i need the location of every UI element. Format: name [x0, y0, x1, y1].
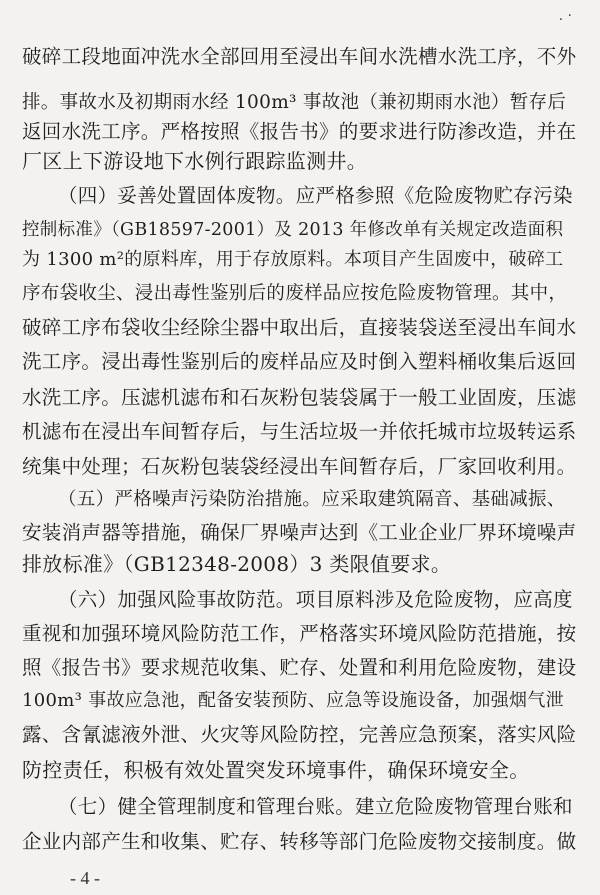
text-line: 重视和加强环境风险防范工作，严格落实环境风险防范措施，按	[22, 622, 577, 645]
text-line: （七）健全管理制度和管理台账。建立危险废物管理台账和	[58, 795, 573, 818]
text-line: 100m³ 事故应急池，配备安装预防、应急等设施设备，加强烟气泄	[22, 690, 564, 711]
text-line: 破碎工段地面冲洗水全部回用至浸出车间水洗槽水洗工序，不外	[22, 45, 577, 68]
text-line: 水洗工序。压滤机滤布和石灰粉包装袋属于一般工业固废，压滤	[22, 386, 577, 409]
text-line: 安装消声器等措施，确保厂界噪声达到《工业企业厂界环境噪声	[22, 521, 577, 544]
text-line: 排。事故水及初期雨水经 100m³ 事故池（兼初期雨水池）暂存后	[22, 92, 567, 113]
text-line: 序布袋收尘、浸出毒性鉴别后的废样品应按危险废物管理。其中，	[22, 283, 568, 304]
text-line: （五）严格噪声污染防治措施。应采取建筑隔音、基础减振、	[58, 489, 566, 510]
text-line: 防控责任，积极有效处置突发环境事件，确保环境安全。	[22, 758, 530, 782]
text-line: 照《报告书》要求规范收集、贮存、处置和利用危险废物，建设	[22, 656, 577, 679]
text-line: （四）妥善处置固体废物。应严格参照《危险废物贮存污染	[58, 184, 573, 207]
text-line: 厂区上下游设地下水例行跟踪监测井。	[22, 149, 368, 173]
text-line: 机滤布在浸出车间暂存后，与生活垃圾一并依托城市垃圾转运系	[22, 420, 577, 443]
page-number: - 4 -	[70, 868, 100, 888]
corner-mark: . ·	[558, 8, 572, 24]
text-line: 露、含氰滤液外泄、火灾等风险防控，完善应急预案，落实风险	[22, 723, 577, 746]
text-line: 企业内部产生和收集、贮存、转移等部门危险废物交接制度。做	[22, 830, 577, 853]
text-line: 排放标准》（GB12348-2008）3 类限值要求。	[22, 552, 452, 576]
text-line: （六）加强风险事故防范。项目原料涉及危险废物，应高度	[58, 588, 573, 611]
text-line: 控制标准》（GB18597-2001）及 2013 年修改单有关规定改造面积	[22, 220, 564, 240]
text-line: 返回水洗工序。严格按照《报告书》的要求进行防渗改造，并在	[22, 120, 577, 143]
text-line: 统集中处理；石灰粉包装袋经浸出车间暂存后，厂家回收利用。	[22, 455, 577, 478]
text-line: 洗工序。浸出毒性鉴别后的废样品应及时倒入塑料桶收集后返回	[22, 350, 577, 373]
text-line: 为 1300 m²的原料库，用于存放原料。本项目产生固废中，破碎工	[22, 249, 564, 270]
text-line: 破碎工序布袋收尘经除尘器中取出后，直接装袋送至浸出车间水	[22, 316, 577, 339]
